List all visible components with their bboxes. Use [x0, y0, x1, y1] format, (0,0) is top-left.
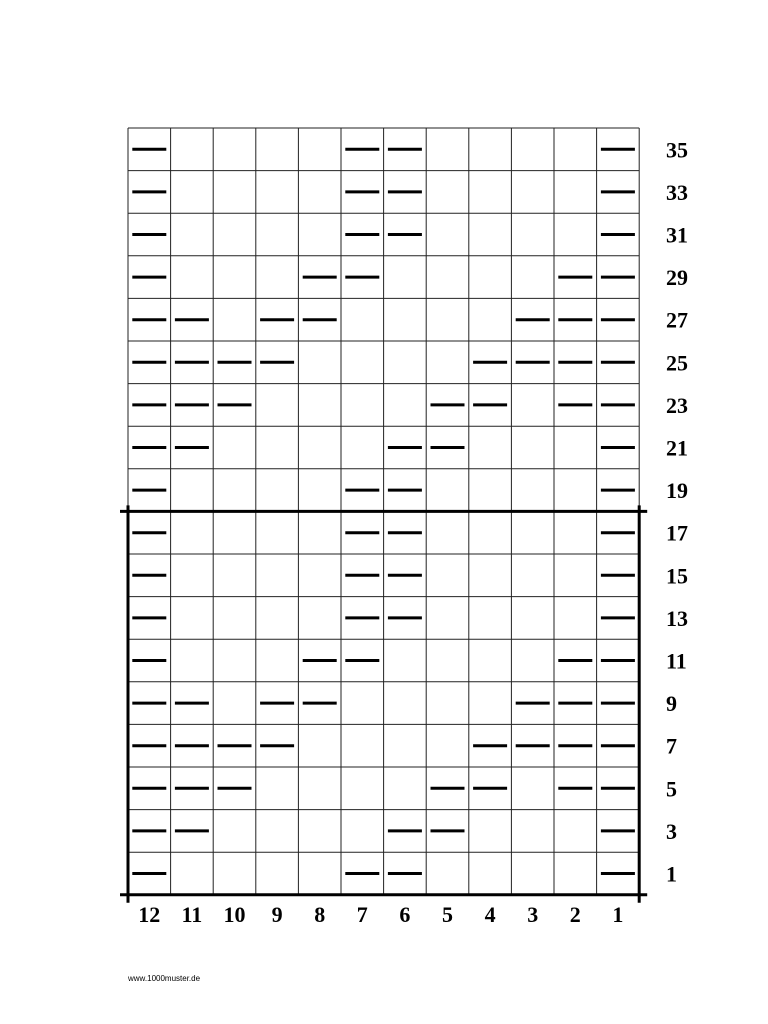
column-number: 1	[612, 901, 624, 927]
row-number: 21	[666, 435, 688, 461]
row-number: 23	[666, 392, 688, 418]
row-number: 19	[666, 478, 688, 504]
row-number: 11	[666, 648, 687, 674]
column-number: 4	[484, 901, 496, 927]
row-number: 25	[666, 350, 688, 376]
column-number: 7	[356, 901, 368, 927]
row-number: 5	[666, 776, 677, 802]
row-number: 3	[666, 818, 677, 844]
row-number: 35	[666, 137, 688, 163]
column-number: 5	[442, 901, 453, 927]
row-number: 7	[666, 733, 677, 759]
row-number: 29	[666, 265, 688, 291]
site-credit: www.1000muster.de	[128, 974, 201, 983]
column-number: 12	[138, 901, 161, 927]
column-number: 10	[223, 901, 246, 927]
row-number: 31	[666, 222, 688, 248]
row-number: 13	[666, 605, 688, 631]
row-number: 1	[666, 861, 677, 887]
row-number: 33	[666, 179, 688, 205]
row-number: 15	[666, 563, 688, 589]
column-number: 8	[314, 901, 326, 927]
column-number: 2	[569, 901, 581, 927]
column-number: 6	[399, 901, 411, 927]
column-number: 3	[527, 901, 539, 927]
row-number: 9	[666, 691, 677, 717]
column-numbers	[138, 902, 623, 927]
row-number: 27	[666, 307, 688, 333]
row-number: 17	[666, 520, 688, 546]
row-numbers	[666, 137, 688, 886]
column-number: 11	[181, 901, 203, 927]
column-number: 9	[271, 901, 283, 927]
